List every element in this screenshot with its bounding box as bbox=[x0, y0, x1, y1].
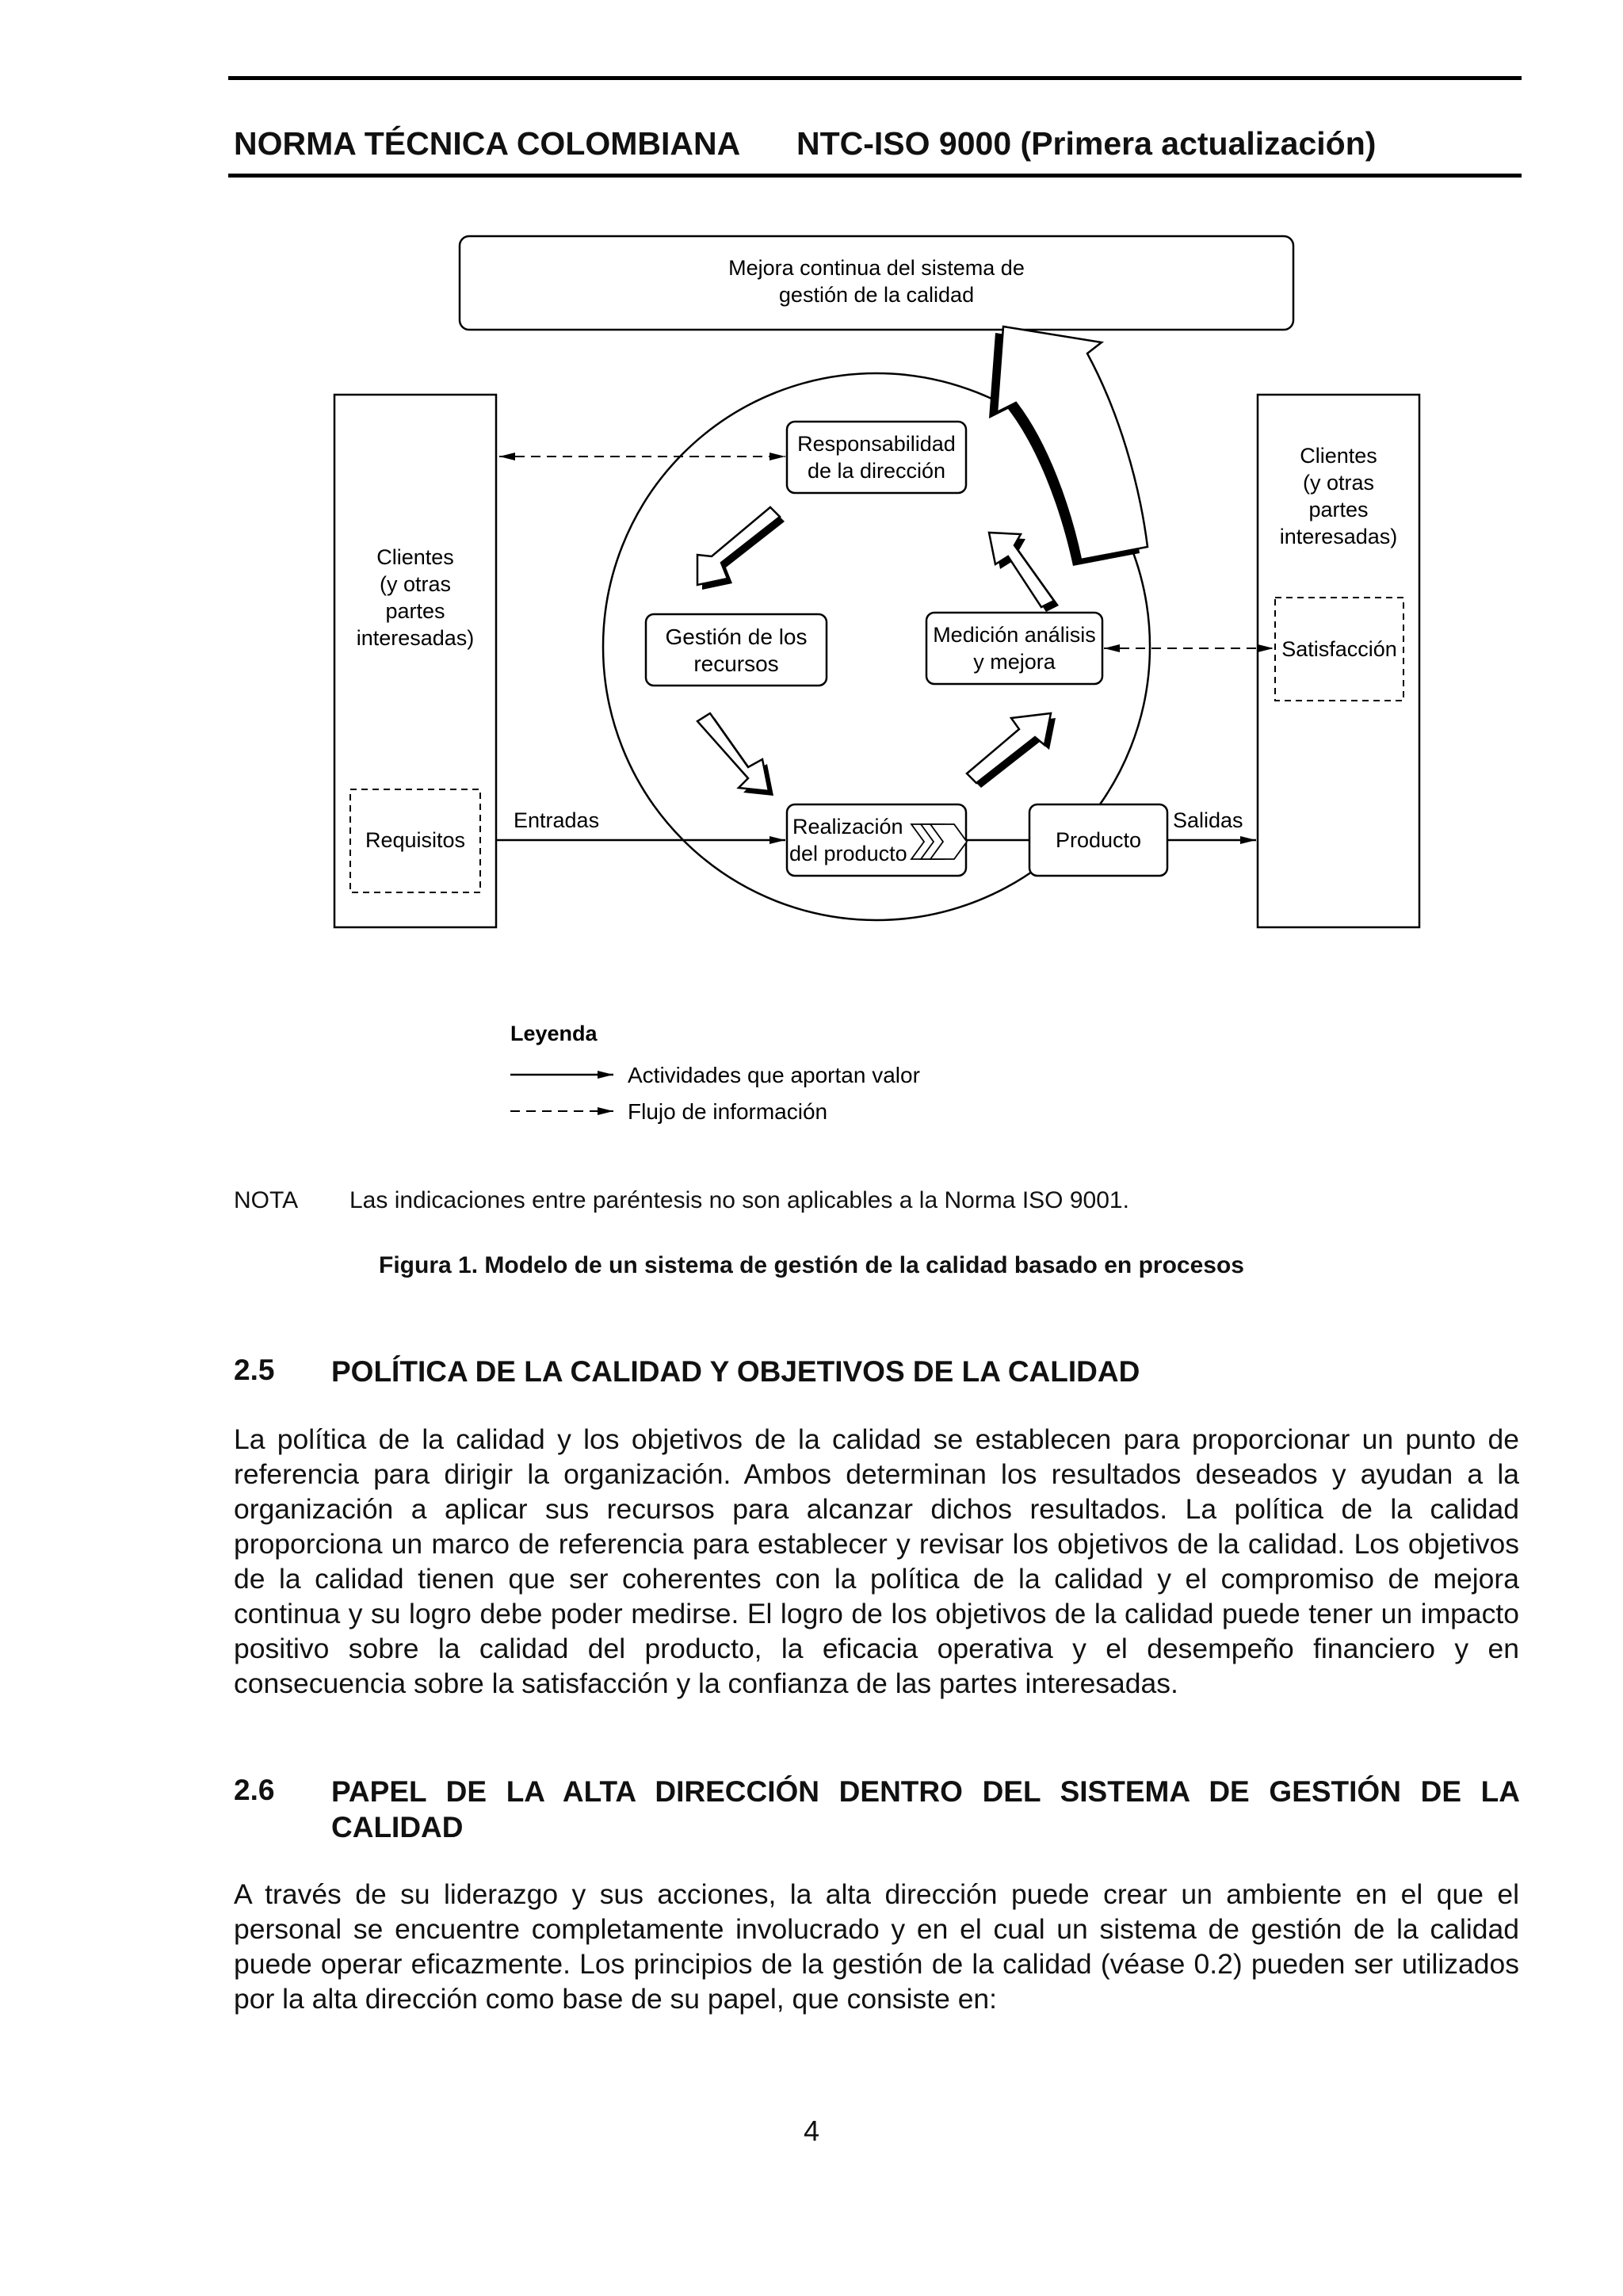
left-customers-line-4: interesadas) bbox=[356, 626, 475, 650]
inputs-label: Entradas bbox=[514, 808, 600, 832]
continual-improvement-arrow-icon bbox=[989, 327, 1148, 566]
cycle-arrow-top-right-icon bbox=[989, 533, 1059, 612]
legend-title: Leyenda bbox=[510, 1022, 598, 1045]
right-customers-line-2: (y otras bbox=[1302, 471, 1375, 495]
header-standard-code: NTC-ISO 9000 (Primera actualización) bbox=[796, 125, 1377, 162]
cycle-arrow-top-left-icon bbox=[697, 507, 785, 590]
cycle-arrow-bottom-left-icon bbox=[697, 713, 773, 796]
measurement-analysis-line-2: y mejora bbox=[973, 650, 1056, 674]
product-realization-line-1: Realización bbox=[792, 815, 903, 839]
right-customers-line-4: interesadas) bbox=[1279, 525, 1398, 548]
left-customers-line-1: Clientes bbox=[376, 545, 454, 569]
satisfaction-label: Satisfacción bbox=[1281, 637, 1397, 661]
page-number: 4 bbox=[803, 2115, 820, 2147]
legend-solid-label: Actividades que aportan valor bbox=[628, 1063, 920, 1087]
section-number: 2.6 bbox=[234, 1774, 275, 1806]
figure-caption: Figura 1. Modelo de un sistema de gestión de la calidad basado en procesos bbox=[379, 1252, 1244, 1278]
requirements-label: Requisitos bbox=[365, 828, 466, 852]
management-responsibility-line-1: Responsabilidad bbox=[797, 432, 956, 456]
right-customers-line-1: Clientes bbox=[1300, 444, 1377, 468]
measurement-analysis-line-1: Medición análisis bbox=[933, 623, 1096, 647]
header-standard-name: NORMA TÉCNICA COLOMBIANA bbox=[234, 125, 741, 162]
product-realization-line-2: del producto bbox=[789, 842, 907, 865]
outputs-label: Salidas bbox=[1173, 808, 1243, 832]
note-label: NOTA bbox=[234, 1187, 299, 1213]
continual-improvement-line-1: Mejora continua del sistema de bbox=[728, 256, 1025, 280]
resource-management-line-1: Gestión de los bbox=[665, 625, 808, 649]
cycle-arrow-bottom-right-icon bbox=[967, 713, 1056, 788]
section-paragraph: La política de la calidad y los objetivos de la calidad se establecen para proporcionar un punto de referencia para dirigir la organización. Ambos determinan los resultados deseados y ayudan a la organización a aplicar sus recursos para alcanzar dichos resultados. La política de la calidad proporciona un marco de referencia para establecer y revisar los objetivos de la calidad. Los objetivos de la calidad tienen que ser coherentes con la política de la calidad y el compromiso de mejora continua y su logro debe poder medirse. El logro de los objetivos de la calidad puede tener un impacto positivo sobre la calidad del producto, la eficacia operativa y el desempeño financiero y en consecuencia sobre la satisfacción y la confianza de las partes interesadas. bbox=[234, 1423, 1519, 1699]
continual-improvement-line-2: gestión de la calidad bbox=[778, 283, 975, 307]
left-customers-line-2: (y otras bbox=[379, 572, 452, 596]
right-customers-line-3: partes bbox=[1308, 498, 1369, 521]
left-customers-line-3: partes bbox=[385, 599, 445, 623]
resource-management-line-2: recursos bbox=[693, 651, 779, 676]
section-paragraph: A través de su liderazgo y sus acciones, la alta dirección puede crear un ambiente en el que el personal se encuentre completamente involucrado y en el cual un sistema de gestión de la calidad puede operar eficazmente. Los principios de la gestión de la calidad (véase 0.2) pueden ser utilizados por la alta dirección como base de su papel, que consiste en: bbox=[234, 1878, 1519, 2015]
product-label: Producto bbox=[1055, 828, 1142, 852]
section-title: POLÍTICA DE LA CALIDAD Y OBJETIVOS DE LA CALIDAD bbox=[331, 1355, 1140, 1388]
management-responsibility-line-2: de la dirección bbox=[807, 459, 946, 483]
section-title: PAPEL DE LA ALTA DIRECCIÓN DENTRO DEL SISTEMA DE GESTIÓN DE LA CALIDAD bbox=[331, 1775, 1520, 1843]
legend-dashed-label: Flujo de información bbox=[628, 1099, 828, 1124]
section-number: 2.5 bbox=[234, 1354, 275, 1386]
note-text: Las indicaciones entre paréntesis no son aplicables a la Norma ISO 9001. bbox=[349, 1187, 1129, 1213]
